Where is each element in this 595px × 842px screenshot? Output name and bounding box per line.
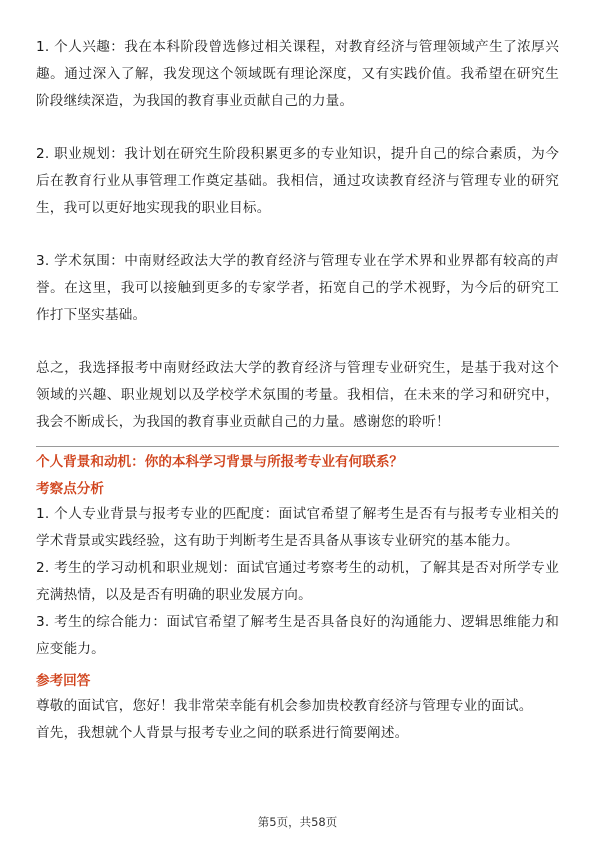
analysis-item: 1. 个人专业背景与报考专业的匹配度：面试官希望了解考生是否有与报考专业相关的学术背景或实践经验，这有助于判断考生是否具备从事该专业研究的基本能力。 bbox=[36, 506, 559, 549]
answer-line: 首先，我想就个人背景与报考专业之间的联系进行简要阐述。 bbox=[36, 725, 409, 741]
section-divider bbox=[36, 446, 559, 447]
document-body bbox=[36, 34, 559, 747]
answer-line: 尊敬的面试官，您好！我非常荣幸能有机会参加贵校教育经济与管理专业的面试。 bbox=[36, 698, 533, 714]
spacer bbox=[36, 222, 559, 248]
paragraph-academic: 3. 学术氛围：中南财经政法大学的教育经济与管理专业在学术界和业界都有较高的声誉。在这里，我可以接触到更多的专家学者，拓宽自己的学术视野，为今后的研究工作打下坚实基础。 bbox=[36, 253, 559, 323]
analysis-item: 3. 考生的综合能力：面试官希望了解考生是否具备良好的沟通能力、逻辑思维能力和应变能力。 bbox=[36, 614, 559, 657]
page-number: 第5页，共58页 bbox=[257, 815, 338, 829]
paragraph-summary: 总之，我选择报考中南财经政法大学的教育经济与管理专业研究生，是基于我对这个领域的兴趣、职业规划以及学校学术氛围的考量。我相信，在未来的学习和研究中，我会不断成长，为我国的教育事业贡献自己的力量。感谢您的聆听！ bbox=[36, 360, 559, 430]
paragraph-career: 2. 职业规划：我计划在研究生阶段积累更多的专业知识，提升自己的综合素质，为今后在教育行业从事管理工作奠定基础。我相信，通过攻读教育经济与管理专业的研究生，我可以更好地实现我的职业目标。 bbox=[36, 146, 559, 216]
analysis-heading: 考察点分析 bbox=[36, 481, 104, 497]
spacer bbox=[36, 115, 559, 141]
answer-heading: 参考回答 bbox=[36, 673, 91, 689]
analysis-item: 2. 考生的学习动机和职业规划：面试官通过考察考生的动机，了解其是否对所学专业充满热情，以及是否有明确的职业发展方向。 bbox=[36, 560, 559, 603]
paragraph-interest: 1. 个人兴趣：我在本科阶段曾选修过相关课程，对教育经济与管理领域产生了浓厚兴趣。通过深入了解，我发现这个领域既有理论深度，又有实践价值。我希望在研究生阶段继续深造，为我国的教育事业贡献自己的力量。 bbox=[36, 39, 559, 109]
interview-question: 个人背景和动机：你的本科学习背景与所报考专业有何联系？ bbox=[36, 454, 404, 470]
spacer bbox=[36, 329, 559, 355]
